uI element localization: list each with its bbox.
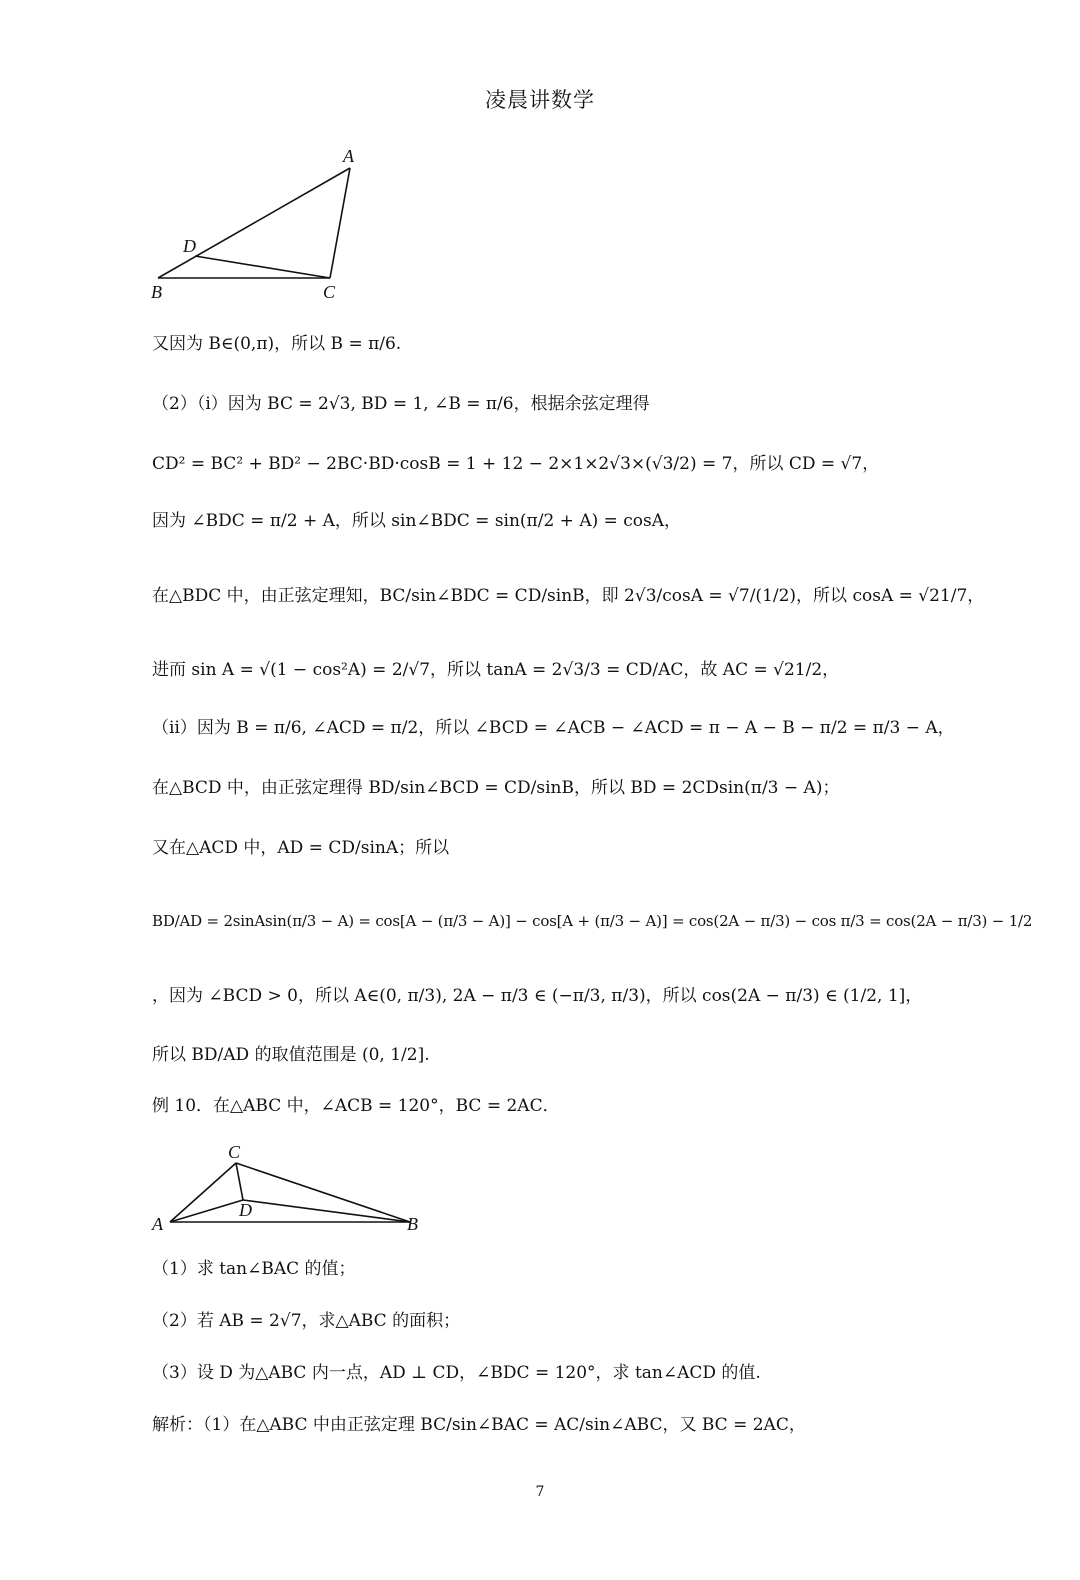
example-heading: 例 10．在△ABC 中，∠ACB = 120°，BC = 2AC． — [152, 1096, 560, 1116]
text-line-5: 在△BDC 中，由正弦定理知，BC/sin∠BDC = CD/sinB，即 2√3/cosA = √7/(1/2)，所以 cosA = √21/7， — [152, 586, 985, 606]
label-A: A — [152, 1214, 163, 1234]
label-C: C — [228, 1142, 241, 1162]
edge-CD — [236, 1163, 243, 1200]
edge-DB — [243, 1200, 410, 1222]
label-B: B — [407, 1214, 418, 1234]
text-line-7: （ⅱ）因为 B = π/6, ∠ACD = π/2，所以 ∠BCD = ∠ACB − ∠ACD = π − A − B − π/2 = π/3 − A， — [152, 718, 955, 738]
text-line-4: 因为 ∠BDC = π/2 + A，所以 sin∠BDC = sin(π/2 + A) = cosA， — [152, 511, 682, 531]
label-D: D — [183, 236, 196, 256]
question-2: （2）若 AB = 2√7，求△ABC 的面积； — [152, 1311, 461, 1331]
triangle-figure-1 — [140, 140, 380, 310]
question-1: （1）求 tan∠BAC 的值； — [152, 1259, 356, 1279]
text-line-12: 所以 BD/AD 的取值范围是 (0, 1/2]. — [152, 1045, 430, 1065]
edge-DC — [195, 256, 330, 278]
label-C: C — [323, 282, 336, 302]
text-line-1: 又因为 B∈(0,π)，所以 B = π/6. — [152, 334, 402, 354]
text-line-11: ，因为 ∠BCD > 0，所以 A∈(0, π/3), 2A − π/3 ∈ (−π/3, π/3)，所以 cos(2A − π/3) ∈ (1/2, 1]， — [152, 986, 923, 1006]
solution-start: 解析：（1）在△ABC 中由正弦定理 BC/sin∠BAC = AC/sin∠ABC，又 BC = 2AC， — [152, 1415, 806, 1435]
edge-AC — [330, 168, 350, 278]
edge-AD — [170, 1200, 243, 1222]
text-line-8: 在△BCD 中，由正弦定理得 BD/sin∠BCD = CD/sinB，所以 BD = 2CDsin(π/3 − A)； — [152, 778, 840, 798]
text-line-6: 进而 sin A = √(1 − cos²A) = 2/√7，所以 tanA = 2√3/3 = CD/AC，故 AC = √21/2， — [152, 660, 840, 680]
edge-AB — [158, 168, 350, 278]
page-number: 7 — [535, 1484, 545, 1500]
question-3: （3）设 D 为△ABC 内一点，AD ⊥ CD，∠BDC = 120°，求 tan∠ACD 的值. — [152, 1363, 761, 1383]
edge-AC — [170, 1163, 236, 1222]
text-line-9: 又在△ACD 中，AD = CD/sinA；所以 — [152, 838, 450, 858]
text-line-3: CD² = BC² + BD² − 2BC·BD·cosB = 1 + 12 − 2×1×2√3×(√3/2) = 7，所以 CD = √7， — [152, 454, 880, 474]
label-A: A — [343, 146, 354, 166]
edge-CB — [236, 1163, 410, 1222]
label-D: D — [239, 1200, 252, 1220]
label-B: B — [151, 282, 162, 302]
text-line-2: （2）（ⅰ）因为 BC = 2√3, BD = 1, ∠B = π/6，根据余弦定理得 — [152, 394, 650, 414]
triangle-figure-2 — [148, 1138, 438, 1248]
text-line-10: BD/AD = 2sinAsin(π/3 − A) = cos[A − (π/3 − A)] − cos[A + (π/3 − A)] = cos(2A − π/3) − cos π/3 = cos(2A − π/3) − 1/2 — [152, 912, 1033, 930]
page-title: 凌晨讲数学 — [485, 88, 595, 112]
